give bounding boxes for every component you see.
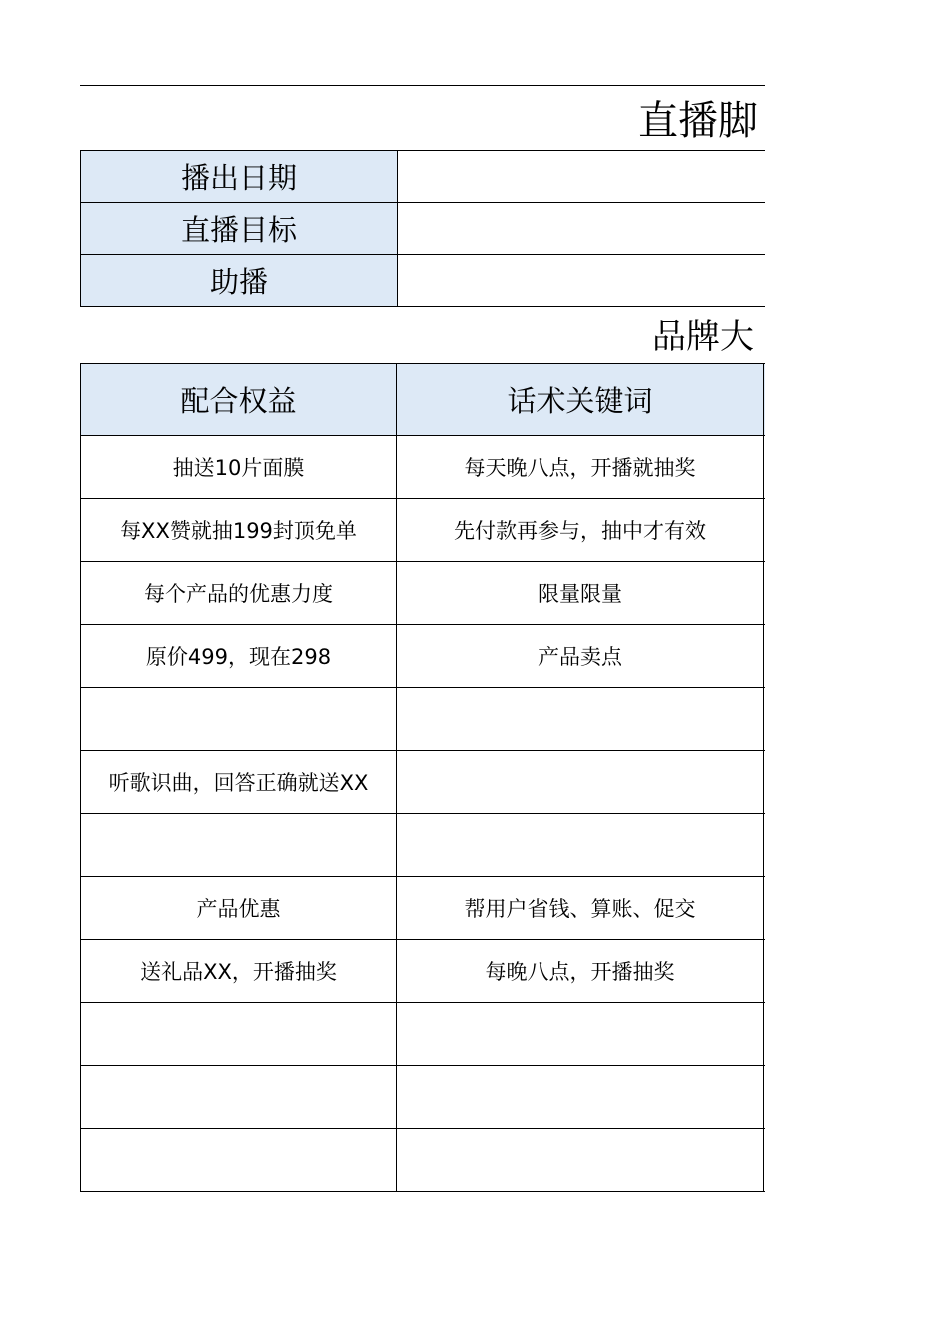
table-cell[interactable] [764, 1129, 766, 1192]
table-cell[interactable]: 每XX赞就抽199封顶免单 [81, 499, 397, 562]
table-row [81, 877, 766, 940]
top-border-line [80, 85, 765, 86]
table-cell[interactable]: 抽送10片面膜 [81, 436, 397, 499]
table-cell[interactable] [764, 940, 766, 1003]
info-label: 直播目标 [81, 203, 398, 255]
info-label: 播出日期 [81, 151, 398, 203]
table-row [81, 688, 766, 751]
table-cell[interactable] [764, 499, 766, 562]
table-row [81, 1129, 766, 1192]
table-cell[interactable]: 听歌识曲，回答正确就送XX [81, 751, 397, 814]
table-cell[interactable] [397, 1003, 764, 1066]
info-table [80, 150, 765, 307]
table-row [81, 625, 766, 688]
table-cell[interactable]: 先付款再参与，抽中才有效 [397, 499, 764, 562]
table-row [81, 499, 766, 562]
table-cell[interactable]: 每晚八点，开播抽奖 [397, 940, 764, 1003]
info-label: 助播 [81, 255, 398, 307]
table-cell[interactable]: 限量限量 [397, 562, 764, 625]
table-cell[interactable]: 帮用户省钱、算账、促交 [397, 877, 764, 940]
column-header [764, 364, 766, 436]
table-cell[interactable]: 送礼品XX，开播抽奖 [81, 940, 397, 1003]
table-row [81, 562, 766, 625]
table-row [81, 436, 766, 499]
table-body [81, 436, 766, 1192]
table-header-row [81, 364, 766, 436]
table-row [81, 1003, 766, 1066]
table-cell[interactable]: 每个产品的优惠力度 [81, 562, 397, 625]
table-cell[interactable]: 产品卖点 [397, 625, 764, 688]
table-cell[interactable] [764, 1066, 766, 1129]
script-table [80, 363, 765, 1192]
table-cell[interactable] [764, 814, 766, 877]
table-cell[interactable] [397, 1129, 764, 1192]
table-cell[interactable] [81, 1129, 397, 1192]
info-row-assistant [81, 255, 766, 307]
info-value-cell[interactable] [398, 203, 766, 255]
table-cell[interactable] [397, 1066, 764, 1129]
info-row-live-goal [81, 203, 766, 255]
table-row [81, 814, 766, 877]
section-title: 品牌大 [652, 317, 754, 357]
table-row [81, 940, 766, 1003]
table-cell[interactable] [397, 814, 764, 877]
column-header: 话术关键词 [397, 364, 764, 436]
table-cell[interactable]: 每天晚八点，开播就抽奖 [397, 436, 764, 499]
info-value-cell[interactable] [398, 255, 766, 307]
page-title: 直播脚 [638, 98, 758, 144]
table-cell[interactable] [764, 436, 766, 499]
info-value-cell[interactable] [398, 151, 766, 203]
table-row [81, 1066, 766, 1129]
table-cell[interactable] [81, 688, 397, 751]
spreadsheet-page [80, 85, 765, 1197]
table-cell[interactable] [764, 688, 766, 751]
table-cell[interactable]: 原价499，现在298 [81, 625, 397, 688]
table-cell[interactable] [81, 814, 397, 877]
table-cell[interactable] [764, 751, 766, 814]
column-header: 配合权益 [81, 364, 397, 436]
table-cell[interactable] [764, 877, 766, 940]
table-cell[interactable] [81, 1066, 397, 1129]
table-cell[interactable] [764, 562, 766, 625]
info-row-broadcast-date [81, 151, 766, 203]
table-cell[interactable]: 产品优惠 [81, 877, 397, 940]
table-cell[interactable] [397, 688, 764, 751]
table-cell[interactable] [81, 1003, 397, 1066]
table-cell[interactable] [397, 751, 764, 814]
table-cell[interactable] [764, 1003, 766, 1066]
table-row [81, 751, 766, 814]
table-cell[interactable] [764, 625, 766, 688]
